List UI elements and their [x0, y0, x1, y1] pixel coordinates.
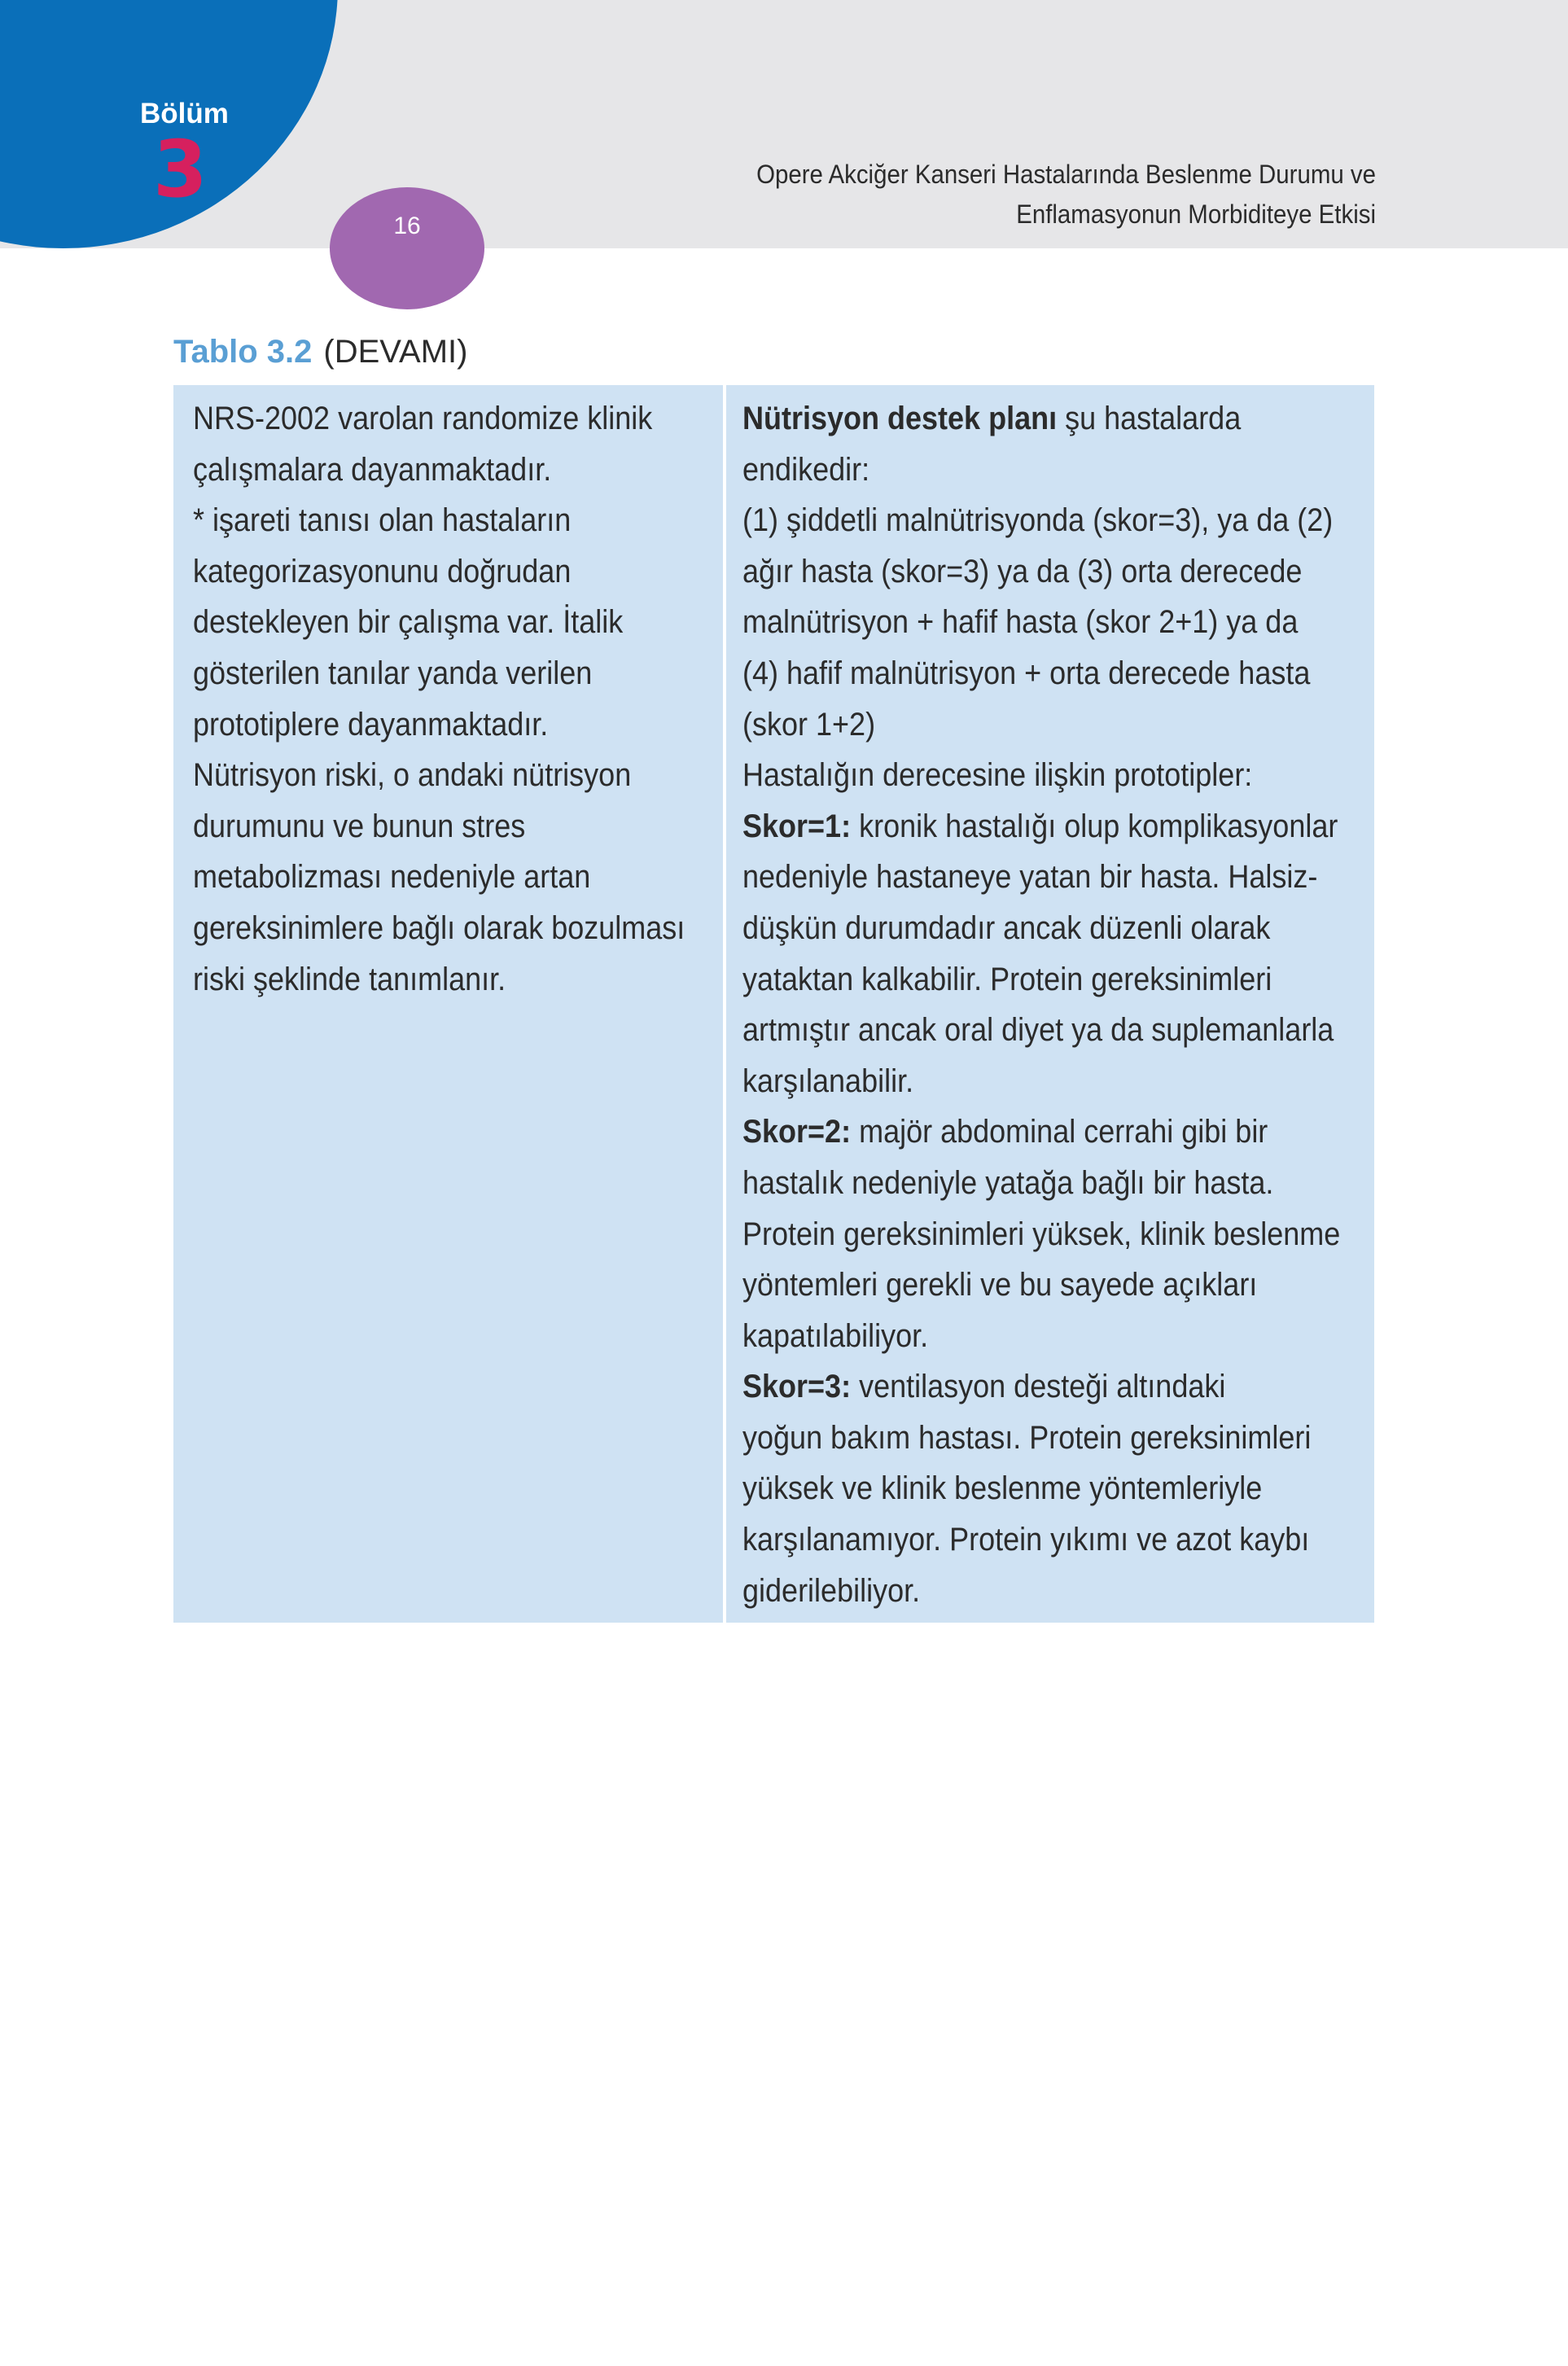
- text-line: [742, 1106, 1303, 1158]
- table: [173, 385, 1374, 1623]
- text-line: karşılanabilir.: [742, 1063, 914, 1099]
- text-line: riski şeklinde tanımlanır.: [193, 961, 506, 997]
- text-line: (4) hafif malnütrisyon + orta derecede hasta: [742, 655, 1311, 691]
- text-line: malnütrisyon + hafif hasta (skor 2+1) ya da: [742, 604, 1299, 641]
- table-cell-left: [173, 385, 723, 1623]
- text-line: gereksinimlere bağlı olarak bozulması: [193, 909, 685, 946]
- text-line: NRS-2002 varolan randomize klinik: [193, 401, 653, 436]
- text-run: şu hastalarda: [1057, 401, 1242, 436]
- text-line: Nütrisyon riski, o andaki nütrisyon: [193, 757, 632, 794]
- text-line: destekleyen bir çalışma var. İtalik: [193, 604, 624, 641]
- text-run: kronik hastalığı olup komplikasyonlar: [851, 808, 1338, 844]
- bold-term: Skor=2:: [742, 1114, 852, 1150]
- text-line: yöntemleri gerekli ve bu sayede açıkları: [742, 1267, 1258, 1303]
- text-line: düşkün durumdadır ancak düzenli olarak: [742, 909, 1271, 946]
- bold-term: Nütrisyon destek planı: [742, 401, 1058, 436]
- text-line: [742, 801, 1338, 852]
- text-line: [742, 1361, 1303, 1413]
- bold-term: Skor=3:: [742, 1369, 852, 1405]
- table-cell-right: [726, 385, 1374, 1623]
- text-line: [742, 393, 1303, 445]
- text-line: Hastalığın derecesine ilişkin prototipler:: [742, 757, 1253, 794]
- running-title-line: Opere Akciğer Kanseri Hastalarında Beslenme Durumu ve: [756, 160, 1376, 189]
- text-line: (skor 1+2): [742, 706, 876, 743]
- text-line: karşılanamıyor. Protein yıkımı ve azot kaybı: [742, 1522, 1310, 1558]
- text-line: ağır hasta (skor=3) ya da (3) orta derecede: [742, 553, 1303, 589]
- chapter-label: Bölüm: [140, 98, 229, 129]
- text-line: endikedir:: [742, 451, 870, 488]
- text-line: kapatılabiliyor.: [742, 1317, 929, 1354]
- page-number: 16: [393, 213, 421, 239]
- text-line: yüksek ve klinik beslenme yöntemleriyle: [742, 1470, 1263, 1507]
- chapter-number: 3: [153, 124, 208, 215]
- text-run: majör abdominal cerrahi gibi bir: [851, 1114, 1268, 1150]
- text-line: Protein gereksinimleri yüksek, klinik beslenme: [742, 1216, 1341, 1252]
- text-line: durumunu ve bunun stres: [193, 808, 526, 844]
- text-line: artmıştır ancak oral diyet ya da suplemanlarla: [742, 1012, 1334, 1049]
- text-line: * işareti tanısı olan hastaların: [193, 502, 572, 539]
- text-line: metabolizması nedeniyle artan: [193, 859, 591, 896]
- text-line: yoğun bakım hastası. Protein gereksinimleri: [742, 1419, 1312, 1456]
- text-line: hastalık nedeniyle yatağa bağlı bir hasta.: [742, 1164, 1274, 1201]
- running-title-line: Enflamasyonun Morbiditeye Etkisi: [1016, 199, 1376, 229]
- text-line: çalışmalara dayanmaktadır.: [193, 451, 552, 488]
- running-title: [702, 155, 1376, 234]
- text-line: (1) şiddetli malnütrisyonda (skor=3), ya da (2): [742, 502, 1334, 539]
- bold-term: Skor=1:: [742, 808, 852, 844]
- text-run: ventilasyon desteği altındaki: [851, 1369, 1226, 1405]
- text-line: yataktan kalkabilir. Protein gereksinimleri: [742, 961, 1272, 997]
- text-line: nedeniyle hastaneye yatan bir hasta. Halsiz-: [742, 859, 1318, 896]
- table-caption-continued: (DEVAMI): [323, 334, 468, 370]
- page-number-tab: [330, 187, 484, 309]
- table-caption-label: Tablo 3.2: [173, 334, 313, 370]
- text-line: prototiplere dayanmaktadır.: [193, 706, 549, 743]
- text-line: kategorizasyonunu doğrudan: [193, 553, 572, 589]
- table-caption: [173, 331, 467, 373]
- text-line: gösterilen tanılar yanda verilen: [193, 655, 593, 691]
- text-line: giderilebiliyor.: [742, 1572, 921, 1609]
